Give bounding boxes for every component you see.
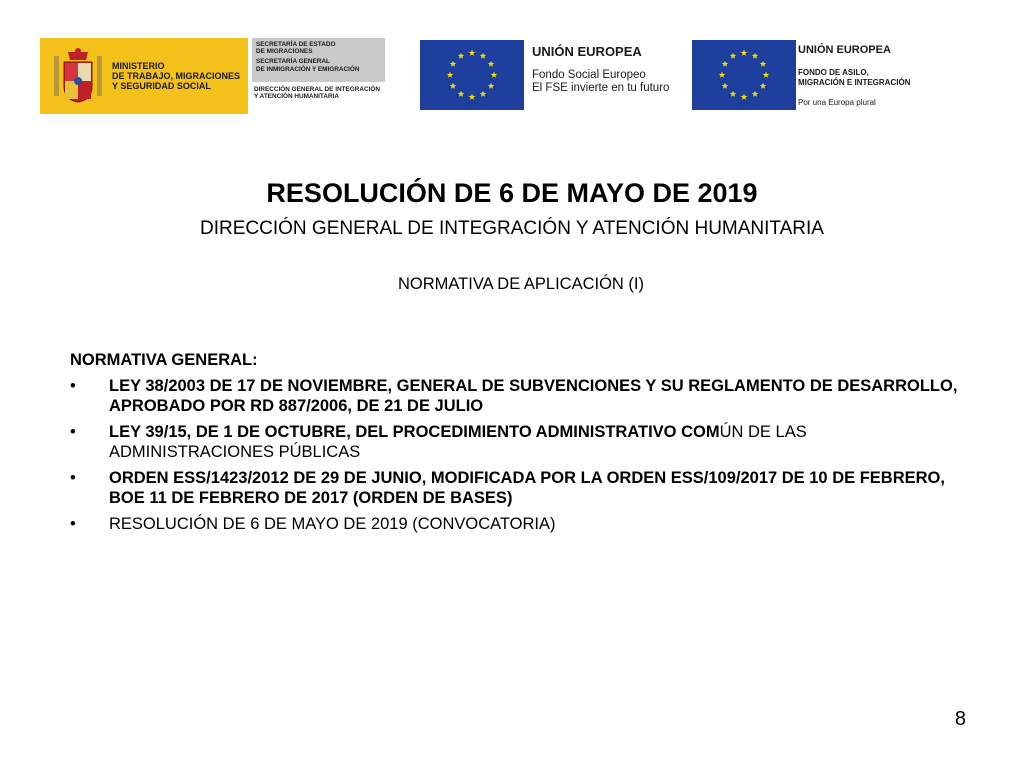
list-heading: NORMATIVA GENERAL:: [70, 351, 258, 369]
secretaria-estado: SECRETARÍA DE ESTADO DE MIGRACIONES: [256, 41, 336, 56]
eu-star-icon: [450, 61, 456, 67]
eu-star-icon: [752, 53, 758, 59]
bullet-icon: •: [70, 469, 76, 487]
eu-star-icon: [450, 83, 456, 89]
eu-star-icon: [760, 61, 766, 67]
eu-star-icon: [488, 61, 494, 67]
eu-star-icon: [752, 91, 758, 97]
eu-star-icon: [458, 53, 464, 59]
eu-star-icon: [730, 53, 736, 59]
eu-star-icon: [741, 94, 747, 100]
eu-flag-icon: [692, 40, 796, 110]
slide-title: RESOLUCIÓN DE 6 DE MAYO DE 2019: [266, 178, 758, 208]
item-bold-text: LEY 38/2003 DE 17 DE NOVIEMBRE, GENERAL DE SUBVENCIONES Y SU REGLAMENTO DE DESARROLLO, APROBADO POR RD 887/2006, DE 21 DE JULIO: [109, 377, 958, 415]
page-number: 8: [954, 708, 966, 730]
eu-star-icon: [722, 61, 728, 67]
eu-star-icon: [469, 50, 475, 56]
ministry-logo: [40, 38, 248, 114]
bullet-icon: •: [70, 515, 76, 533]
eu-fse-line2: El FSE invierte en tu futuro: [532, 82, 670, 94]
bullet-icon: •: [70, 377, 76, 395]
eu-star-icon: [722, 83, 728, 89]
eu-star-icon: [491, 72, 497, 78]
eu-star-icon: [480, 91, 486, 97]
coat-of-arms-icon: [50, 46, 106, 106]
item-bold-text: ORDEN ESS/1423/2012 DE 29 DE JUNIO, MODIFICADA POR LA ORDEN ESS/109/2017 DE 10 DE FEBRERO, BOE 11 DE FEBRERO DE 2017 (ORDEN DE BASES): [109, 469, 945, 507]
eu-star-icon: [719, 72, 725, 78]
content-body: [70, 350, 970, 540]
eu-flag-icon: [420, 40, 524, 110]
secretaria-general: SECRETARÍA GENERAL DE INMIGRACIÓN Y EMIGRACIÓN: [256, 58, 360, 73]
eu-star-icon: [741, 50, 747, 56]
eu-fse-line1: Fondo Social Europeo: [532, 69, 646, 81]
bullet-icon: •: [70, 423, 76, 441]
item-bold-text: LEY 39/15, DE 1 DE OCTUBRE, DEL PROCEDIMIENTO ADMINISTRATIVO COM: [109, 423, 720, 441]
slide-subtitle: DIRECCIÓN GENERAL DE INTEGRACIÓN Y ATENCIÓN HUMANITARIA: [200, 218, 824, 239]
list-item: [70, 376, 970, 416]
eu-star-icon: [763, 72, 769, 78]
list-item: [70, 468, 970, 508]
eu-fse-title: UNIÓN EUROPEA: [532, 44, 642, 59]
section-heading: NORMATIVA DE APLICACIÓN (I): [397, 275, 644, 293]
eu-star-icon: [458, 91, 464, 97]
secretaria-block: [252, 38, 385, 114]
eu-star-icon: [469, 94, 475, 100]
eu-fami-line1: FONDO DE ASILO, MIGRACIÓN E INTEGRACIÓN: [798, 68, 911, 87]
eu-fse-logo: [420, 40, 680, 110]
eu-star-icon: [760, 83, 766, 89]
item-normal-text: ÚN DE LAS ADMINISTRACIONES PÚBLICAS: [109, 423, 807, 461]
list-item: [70, 422, 970, 462]
eu-fami-title: UNIÓN EUROPEA: [798, 44, 891, 56]
eu-star-icon: [447, 72, 453, 78]
list-item: [70, 514, 970, 534]
eu-fami-line2: Por una Europa plural: [798, 98, 876, 107]
secretaria-grey-box: [252, 38, 385, 82]
normativa-list: [70, 376, 970, 534]
eu-star-icon: [488, 83, 494, 89]
item-normal-text: RESOLUCIÓN DE 6 DE MAYO DE 2019 (CONVOCATORIA): [109, 515, 556, 533]
direccion-general: DIRECCIÓN GENERAL DE INTEGRACIÓN Y ATENCIÓN HUMANITARIA: [254, 86, 380, 101]
eu-star-icon: [480, 53, 486, 59]
ministry-name: MINISTERIO DE TRABAJO, MIGRACIONES Y SEGURIDAD SOCIAL: [112, 61, 241, 91]
eu-fami-logo: [692, 40, 912, 110]
eu-star-icon: [730, 91, 736, 97]
